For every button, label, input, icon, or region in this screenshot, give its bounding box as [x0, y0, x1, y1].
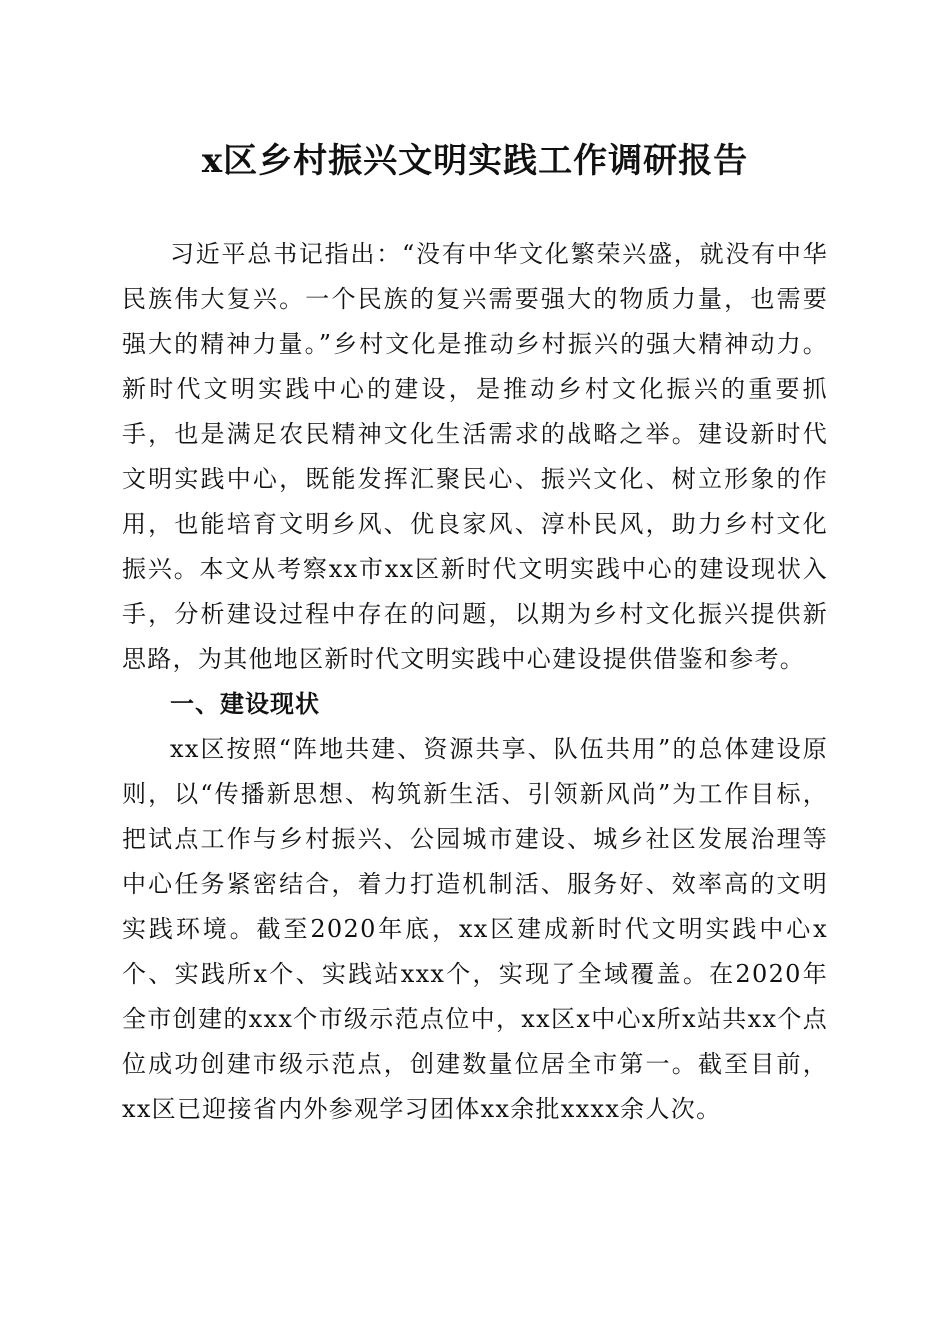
document-body	[122, 232, 828, 1132]
document-title: x区乡村振兴文明实践工作调研报告	[201, 141, 749, 181]
intro-paragraph: 习近平总书记指出：“没有中华文化繁荣兴盛，就没有中华民族伟大复兴。一个民族的复兴需要强大的物质力量，也需要强大的精神力量。”乡村文化是推动乡村振兴的强大精神动力。新时代文明实践中心的建设，是推动乡村文化振兴的重要抓手，也是满足农民精神文化生活需求的战略之举。建设新时代文明实践中心，既能发挥汇聚民心、振兴文化、树立形象的作用，也能培育文明乡风、优良家风、淳朴民风，助力乡村文化振兴。本文从考察xx市xx区新时代文明实践中心的建设现状入手，分析建设过程中存在的问题，以期为乡村文化振兴提供新思路，为其他地区新时代文明实践中心建设提供借鉴和参考。	[122, 240, 828, 673]
section-paragraph: xx区按照“阵地共建、资源共享、队伍共用”的总体建设原则，以“传播新思想、构筑新生活、引领新风尚”为工作目标，把试点工作与乡村振兴、公园城市建设、城乡社区发展治理等中心任务紧密结合，着力打造机制活、服务好、效率高的文明实践环境。截至2020年底，xx区建成新时代文明实践中心x个、实践所x个、实践站xxx个，实现了全域覆盖。在2020年全市创建的xxx个市级示范点位中，xx区x中心x所x站共xx个点位成功创建市级示范点，创建数量位居全市第一。截至目前，xx区已迎接省内外参观学习团体xx余批xxxx余人次。	[122, 735, 828, 1123]
section-heading: 一、建设现状	[170, 690, 320, 718]
